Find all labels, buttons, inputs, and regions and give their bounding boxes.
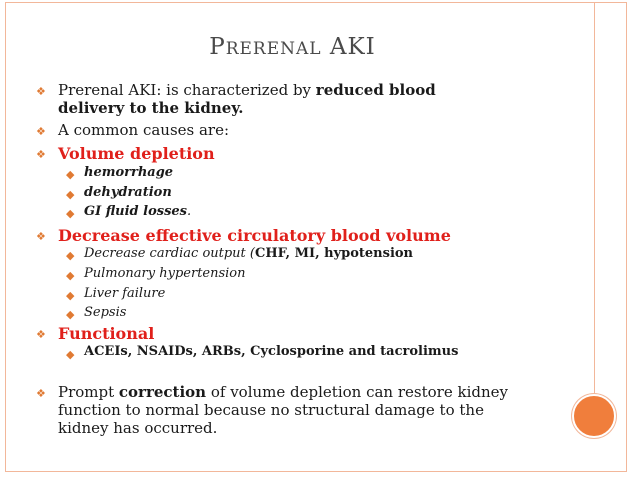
- list-item: ACEIs, NSAIDs, ARBs, Cyclosporine and tacrolimus: [84, 344, 459, 359]
- sub-bullet-icon: ◆: [66, 207, 75, 220]
- bullet-icon: ❖: [36, 328, 46, 341]
- sub-bullet-icon: ◆: [66, 269, 75, 282]
- list-item-continuation: delivery to the kidney.: [58, 99, 244, 117]
- sub-bullet-icon: ◆: [66, 289, 75, 302]
- list-item: GI fluid losses.: [84, 204, 192, 219]
- section-heading-volume-depletion: Volume depletion: [58, 144, 215, 163]
- bullet-icon: ❖: [36, 230, 46, 243]
- sub-bullet-icon: ◆: [66, 348, 75, 361]
- list-item: hemorrhage: [84, 165, 174, 180]
- sub-bullet-icon: ◆: [66, 308, 75, 321]
- list-item: Pulmonary hypertension: [84, 266, 246, 281]
- bullet-icon: ❖: [36, 85, 46, 98]
- list-item: Liver failure: [84, 286, 166, 301]
- bullet-icon: ❖: [36, 125, 46, 138]
- list-item-continuation: function to normal because no structural damage to the: [58, 401, 484, 419]
- bullet-icon: ❖: [36, 148, 46, 161]
- sub-bullet-icon: ◆: [66, 168, 75, 181]
- section-heading-functional: Functional: [58, 324, 155, 343]
- list-item: Prompt correction of volume depletion can restore kidney: [58, 383, 508, 401]
- sub-bullet-icon: ◆: [66, 249, 75, 262]
- list-item-continuation: kidney has occurred.: [58, 419, 218, 437]
- list-item: Prerenal AKI: is characterized by reduced blood: [58, 81, 436, 99]
- bullet-icon: ❖: [36, 387, 46, 400]
- section-heading-circulatory-volume: Decrease effective circulatory blood volume: [58, 226, 451, 245]
- sub-bullet-icon: ◆: [66, 188, 75, 201]
- slide-title: PRERENAL AKI: [209, 34, 376, 60]
- list-item: A common causes are:: [58, 121, 230, 139]
- list-item: Sepsis: [84, 305, 127, 320]
- list-item: Decrease cardiac output (CHF, MI, hypotension: [84, 246, 413, 261]
- list-item: dehydration: [84, 185, 172, 200]
